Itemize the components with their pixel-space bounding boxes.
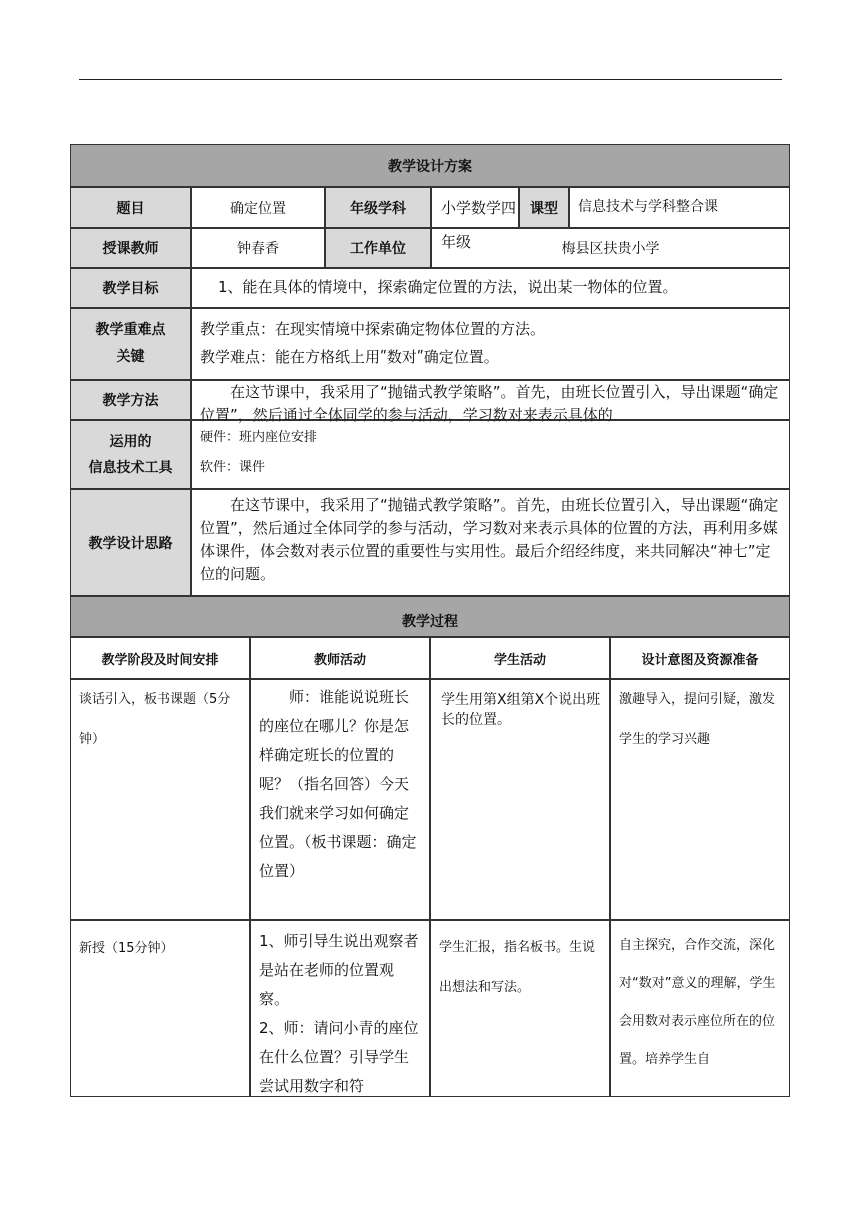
process-row-1-student: 学生用第X组第X个说出班长的位置。 bbox=[430, 679, 610, 920]
keypoint-value bbox=[191, 308, 790, 380]
design-label: 教学设计思路 bbox=[70, 489, 191, 596]
tools-software: 软件：课件 bbox=[200, 460, 266, 475]
process-title: 教学过程 bbox=[70, 596, 790, 637]
process-row-1-teacher: 师：谁能说说班长的座位在哪儿？你是怎样确定班长的位置的呢？（指名回答）今天我们就来学习如何确定位置。（板书课题：确定位置） bbox=[250, 679, 430, 920]
process-row-1-intent: 激趣导入，提问引疑，激发学生的学习兴趣 bbox=[610, 679, 790, 920]
tools-label-line-2: 信息技术工具 bbox=[88, 459, 173, 476]
process-header-intent: 设计意图及资源准备 bbox=[610, 637, 790, 679]
design-value: 在这节课中，我采用了“抛锚式教学策略”。首先，由班长位置引入，导出课题“确定位置”，然后通过全体同学的参与活动，学习数对来表示具体的位置的方法，再利用多媒体课件，体会数对表示位置的重要性与实用性。最后介绍经纬度，来共同解决“神七”定位的问题。 bbox=[191, 489, 790, 596]
teacher-value: 钟春香 bbox=[191, 228, 325, 268]
teacher-label: 授课教师 bbox=[70, 228, 191, 268]
lesson-plan-table bbox=[70, 144, 790, 1097]
type-value: 信息技术与学科整合课 bbox=[569, 187, 790, 228]
tools-label-line-1: 运用的 bbox=[109, 433, 152, 450]
method-value: 在这节课中，我采用了“抛锚式教学策略”。首先，由班长位置引入，导出课题“确定位置”，然后通过全体同学的参与活动，学习数对来表示具体的 bbox=[191, 380, 790, 420]
unit-label: 工作单位 bbox=[325, 228, 431, 268]
topic-value: 确定位置 bbox=[191, 187, 325, 228]
tools-hardware: 硬件：班内座位安排 bbox=[200, 430, 318, 445]
unit-value: 梅县区扶贵小学 bbox=[431, 228, 790, 268]
goal-value: 1、能在具体的情境中，探索确定位置的方法，说出某一物体的位置。 bbox=[191, 268, 790, 308]
tools-value bbox=[191, 420, 790, 489]
process-row-2-intent: 自主探究，合作交流，深化对“数对”意义的理解，学生会用数对表示座位所在的位置。培养学生自 bbox=[610, 920, 790, 1097]
table-title: 教学设计方案 bbox=[70, 144, 790, 187]
goal-label: 教学目标 bbox=[70, 268, 191, 308]
keypoint-label bbox=[70, 308, 191, 380]
method-label: 教学方法 bbox=[70, 380, 191, 420]
grade-label: 年级学科 bbox=[325, 187, 431, 228]
process-row-2-student: 学生汇报，指名板书。生说出想法和写法。 bbox=[430, 920, 610, 1097]
keypoint-difficulty: 教学难点：能在方格纸上用ʺ数对ʺ确定位置。 bbox=[200, 348, 499, 366]
tools-label bbox=[70, 420, 191, 489]
process-header-teacher: 教师活动 bbox=[250, 637, 430, 679]
grade-value: 小学数学四年级 bbox=[431, 187, 519, 228]
topic-label: 题目 bbox=[70, 187, 191, 228]
keypoint-label-line-1: 教学重难点 bbox=[95, 322, 166, 338]
type-label: 课型 bbox=[519, 187, 569, 228]
process-header-student: 学生活动 bbox=[430, 637, 610, 679]
keypoint-label-line-2: 关键 bbox=[116, 349, 145, 365]
process-header-stage: 教学阶段及时间安排 bbox=[70, 637, 250, 679]
process-row-2-stage: 新授（15分钟） bbox=[70, 920, 250, 1097]
process-row-2-teacher: 1、师引导生说出观察者是站在老师的位置观察。 2、师：请问小青的座位在什么位置？引导学生尝试用数字和符 bbox=[250, 920, 430, 1097]
process-row-1-stage: 谈话引入，板书课题（5分钟） bbox=[70, 679, 250, 920]
keypoint-focus: 教学重点：在现实情境中探索确定物体位置的方法。 bbox=[200, 320, 546, 338]
header-rule bbox=[79, 79, 782, 80]
